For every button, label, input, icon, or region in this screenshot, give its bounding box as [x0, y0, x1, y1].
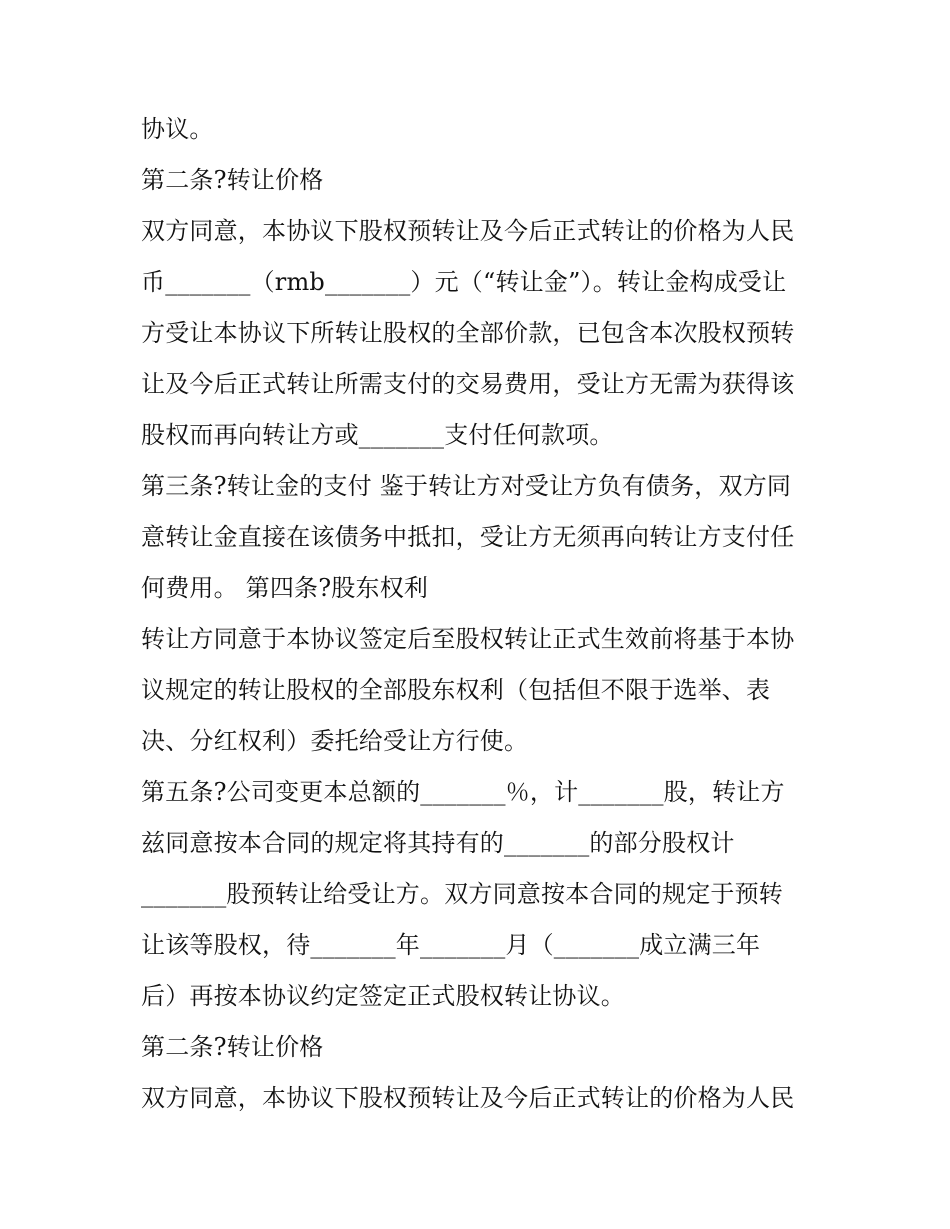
- text-line: 后）再按本协议约定签定正式股权转让协议。: [141, 982, 625, 1010]
- text-line: 双方同意，本协议下股权预转让及今后正式转让的价格为人民: [141, 217, 795, 245]
- text-line: _______股预转让给受让方。双方同意按本合同的规定于预转: [141, 880, 783, 908]
- section-heading: 第二条?转让价格: [141, 166, 324, 194]
- text-line: 第三条?转让金的支付 鉴于转让方对受让方负有债务，双方同: [141, 472, 792, 500]
- text-line: 让及今后正式转让所需支付的交易费用，受让方无需为获得该: [141, 370, 795, 398]
- text-line: 双方同意，本协议下股权预转让及今后正式转让的价格为人民: [141, 1084, 795, 1112]
- document-body: [141, 104, 821, 1124]
- text-line: 让该等股权，待_______年_______月（_______成立满三年: [141, 931, 761, 959]
- text-line: 方受让本协议下所转让股权的全部价款，已包含本次股权预转: [141, 319, 795, 347]
- section-heading: 第二条?转让价格: [141, 1033, 324, 1061]
- text-line: 转让方同意于本协议签定后至股权转让正式生效前将基于本协: [141, 625, 795, 653]
- text-line: 股权而再向转让方或_______支付任何款项。: [141, 421, 614, 449]
- text-line: 意转让金直接在该债务中抵扣，受让方无须再向转让方支付任: [141, 523, 795, 551]
- text-line: 何费用。 第四条?股东权利: [141, 574, 429, 602]
- text-line: 币_______（rmb_______）元（“转让金”）。转让金构成受让: [141, 268, 787, 296]
- text-line: 第五条?公司变更本总额的_______％，计_______股，转让方: [141, 778, 785, 806]
- text-line: 协议。: [141, 115, 214, 143]
- text-line: 议规定的转让股权的全部股东权利（包括但不限于选举、表: [141, 676, 771, 704]
- text-line: 决、分红权利）委托给受让方行使。: [141, 727, 529, 755]
- text-line: 兹同意按本合同的规定将其持有的_______的部分股权计: [141, 829, 735, 857]
